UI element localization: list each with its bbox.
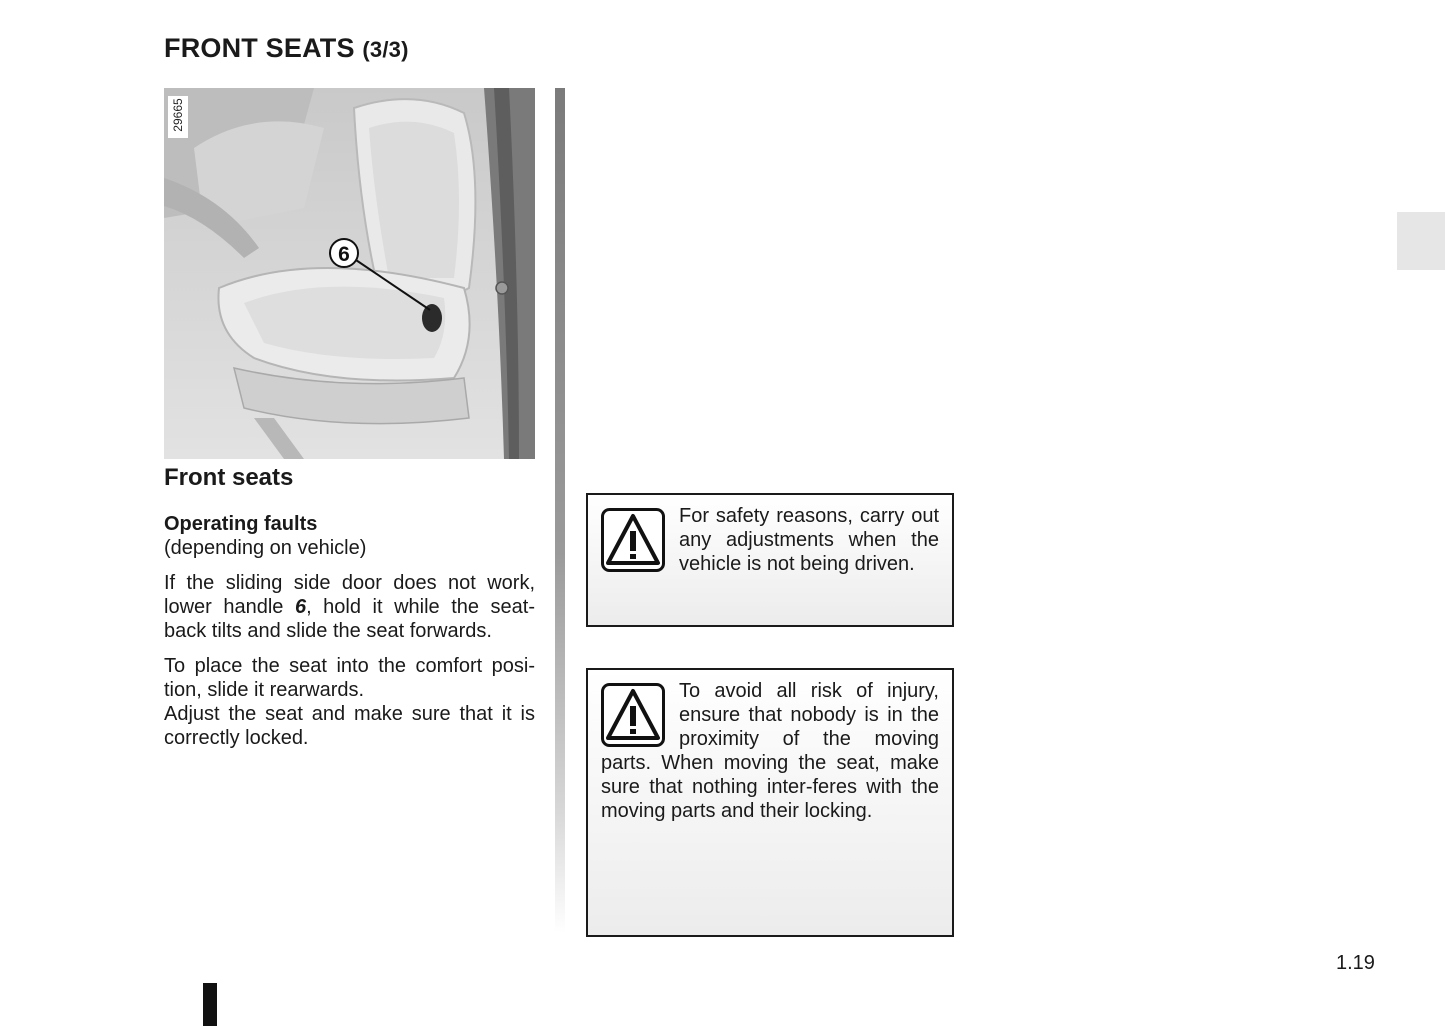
comfort-position-paragraph	[164, 654, 535, 750]
handle-reference: 6	[294, 596, 307, 618]
seat-illustration	[164, 88, 535, 459]
edge-marker-bar	[203, 983, 217, 1026]
operating-faults-title: Operating faults	[164, 513, 318, 535]
left-column-text	[164, 512, 535, 761]
column-divider	[555, 88, 565, 933]
sliding-door-paragraph	[164, 571, 535, 643]
comfort-position-text: To place the seat into the comfort posi-tion, slide it rearwards.	[164, 655, 535, 701]
injury-warning-box	[586, 668, 954, 937]
warning-triangle-icon	[601, 683, 665, 747]
section-heading: Front seats	[164, 464, 294, 491]
callout-label: 6	[338, 243, 350, 266]
paragraph-text-end: , hold it while the seat-back tilts and slide the seat forwards.	[164, 596, 536, 642]
reference-code-text: 29665	[171, 98, 185, 132]
safety-warning-box	[586, 493, 954, 627]
page-title-text: FRONT SEATS	[164, 33, 355, 63]
page-title-suffix: (3/3)	[362, 37, 409, 62]
figure-reference-code	[168, 96, 188, 138]
warning-text: For safety reasons, carry out any adjustments when the vehicle is not being driven.	[679, 505, 939, 575]
operating-faults-subtitle: (depending on vehicle)	[164, 537, 367, 559]
paragraph-text-start: If the sliding side door does not work, lower handle	[164, 572, 535, 618]
page-number: 1.19	[1336, 952, 1375, 974]
warning-triangle-icon	[601, 508, 665, 572]
warning-text: To avoid all risk of injury, ensure that nobody is in the proximity of the moving parts. When moving the seat, make sure that nothing inter-feres with the moving parts and their locking.	[601, 680, 939, 822]
page-title	[164, 33, 409, 64]
chapter-tab-marker	[1397, 212, 1445, 270]
adjust-seat-text: Adjust the seat and make sure that it is correctly locked.	[164, 703, 535, 749]
